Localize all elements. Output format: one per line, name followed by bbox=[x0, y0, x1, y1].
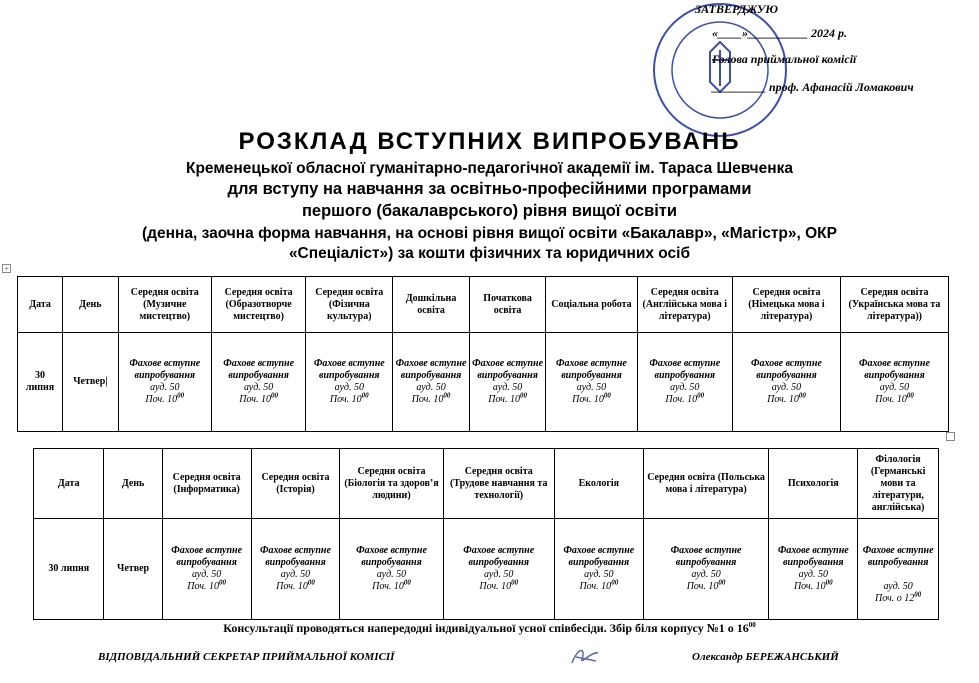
start-label: Поч. о 12 bbox=[875, 593, 915, 604]
header-cell: Середня освіта (Біологія та здоров’я людини) bbox=[340, 449, 443, 519]
exam-label: Фахове вступне випробування bbox=[563, 545, 635, 568]
room-label: ауд. 50 bbox=[492, 382, 523, 393]
page-title: РОЗКЛАД ВСТУПНИХ ВИПРОБУВАНЬ bbox=[238, 128, 741, 155]
exam-cell bbox=[858, 519, 939, 620]
start-label: Поч. 10 bbox=[372, 581, 404, 592]
start-label: Поч. 10 bbox=[875, 394, 907, 405]
table-row bbox=[34, 519, 939, 620]
subtitle-form: (денна, заочна форма навчання, на основі рівня вищої освіти «Бакалавр», «Магістр», ОКР bbox=[142, 225, 837, 242]
header-cell: День bbox=[63, 277, 119, 333]
header-cell: Початкова освіта bbox=[469, 277, 546, 333]
exam-label: Фахове вступне випробування bbox=[313, 358, 385, 381]
header-cell: Середня освіта (Німецька мова і література) bbox=[732, 277, 840, 333]
room-label: ауд. 50 bbox=[334, 382, 364, 393]
time-sup: 00 bbox=[270, 391, 278, 400]
start-label: Поч. 10 bbox=[488, 394, 520, 405]
exam-label: Фахове вступне випробування bbox=[395, 358, 467, 381]
time-sup: 00 bbox=[798, 391, 806, 400]
start-label: Поч. 10 bbox=[411, 394, 444, 405]
exam-label: Фахове вступне випробування bbox=[472, 358, 544, 381]
exam-cell bbox=[469, 333, 546, 432]
exam-label: Фахове вступне випробування bbox=[556, 358, 627, 381]
start-label: Поч. 10 bbox=[239, 394, 271, 405]
room-label: ауд. 50 bbox=[691, 569, 721, 580]
room-label: ауд. 50 bbox=[584, 569, 614, 580]
header-cell: День bbox=[104, 449, 162, 519]
table-resize-handle[interactable] bbox=[946, 432, 955, 441]
day-cell: Четвер bbox=[104, 519, 162, 620]
approval-name: _________ проф. Афанасій Ломакович bbox=[712, 80, 914, 94]
note-text: Консультації проводяться напередодні індивідуальної усної співбесіди. Збір біля корпусу №1 о 16 bbox=[223, 621, 749, 635]
exam-label: Фахове вступне випробування bbox=[223, 358, 295, 381]
start-label: Поч. 10 bbox=[767, 394, 799, 405]
approval-date: «____»__________ 2024 р. bbox=[712, 26, 847, 40]
schedule-table-1 bbox=[17, 276, 949, 432]
signature-icon bbox=[568, 643, 604, 669]
room-label: ауд. 50 bbox=[798, 569, 828, 580]
start-label: Поч. 10 bbox=[572, 394, 604, 405]
date-cell: 30 липня bbox=[18, 333, 63, 432]
room-label: ауд. 50 bbox=[376, 569, 407, 580]
subtitle-academy: Кременецької обласної гуманітарно-педагогічної академії ім. Тараса Шевченка bbox=[185, 160, 793, 177]
start-label: Поч. 10 bbox=[479, 581, 512, 592]
header-cell: Середня освіта (Інформатика) bbox=[162, 449, 251, 519]
exam-cell bbox=[162, 519, 251, 620]
header-cell: Середня освіта (Українська мова та література)) bbox=[840, 277, 948, 333]
room-label: ауд. 50 bbox=[191, 569, 222, 580]
header-cell: Середня освіта (Англійська мова і література) bbox=[637, 277, 732, 333]
room-label: ауд. 50 bbox=[771, 382, 802, 393]
consultation-note bbox=[0, 621, 979, 636]
header-cell: Середня освіта (Історія) bbox=[251, 449, 340, 519]
subtitle-level: першого (бакалаврського) рівня вищої освіти bbox=[301, 202, 678, 220]
room-label: ауд. 50 bbox=[280, 569, 311, 580]
exam-label: Фахове вступне випробування bbox=[356, 545, 427, 568]
time-sup: 00 bbox=[519, 391, 527, 400]
subtitle-funding: «Спеціаліст») за кошти фізичних та юридичних осіб bbox=[288, 245, 691, 262]
time-sup: 00 bbox=[603, 391, 611, 400]
table-header-row bbox=[18, 277, 949, 333]
header-cell: Середня освіта (Образотворче мистецтво) bbox=[211, 277, 305, 333]
approval-title: ЗАТВЕРДЖУЮ bbox=[695, 2, 778, 16]
footer-role: ВІДПОВІДАЛЬНИЙ СЕКРЕТАР ПРИЙМАЛЬНОЇ КОМІСІЇ bbox=[98, 651, 395, 663]
room-label: ауд. 50 bbox=[484, 569, 514, 580]
day-cell: Четвер| bbox=[63, 333, 119, 432]
exam-cell bbox=[251, 519, 340, 620]
schedule-table-2 bbox=[33, 448, 939, 620]
exam-cell bbox=[546, 333, 637, 432]
start-label: Поч. 10 bbox=[579, 581, 612, 592]
header-cell: Філологія (Германські мови та літератури, англійська) bbox=[858, 449, 939, 519]
exam-label: Фахове вступне випробування bbox=[751, 358, 822, 381]
note-time-sup: 00 bbox=[748, 621, 756, 629]
header-cell: Дата bbox=[34, 449, 104, 519]
exam-cell bbox=[306, 333, 393, 432]
exam-cell bbox=[118, 333, 211, 432]
table-row bbox=[18, 333, 949, 432]
exam-cell bbox=[840, 333, 948, 432]
header-cell: Соціальна робота bbox=[546, 277, 637, 333]
exam-cell bbox=[211, 333, 305, 432]
room-label: ауд. 50 bbox=[576, 382, 607, 393]
time-sup: 00 bbox=[611, 578, 619, 587]
room-label: ауд. 50 bbox=[416, 382, 446, 393]
exam-cell bbox=[637, 333, 732, 432]
header-cell: Дата bbox=[18, 277, 63, 333]
room-label: ауд. 50 bbox=[879, 382, 910, 393]
subtitle-programs: для вступу на навчання за освітньо-професійними програмами bbox=[227, 180, 752, 198]
exam-cell bbox=[769, 519, 858, 620]
time-sup: 00 bbox=[914, 590, 922, 599]
exam-label: Фахове вступне випробування bbox=[171, 545, 243, 568]
time-sup: 00 bbox=[403, 578, 411, 587]
header-cell: Середня освіта (Польська мова і література) bbox=[643, 449, 769, 519]
start-label: Поч. 10 bbox=[145, 394, 178, 405]
start-label: Поч. 10 bbox=[686, 581, 719, 592]
exam-label: Фахове вступне випробування bbox=[859, 358, 930, 381]
exam-cell bbox=[732, 333, 840, 432]
start-label: Поч. 10 bbox=[187, 581, 219, 592]
exam-label: Фахове вступне випробування bbox=[862, 545, 934, 568]
room-label: ауд. 50 bbox=[243, 382, 274, 393]
time-sup: 00 bbox=[443, 391, 451, 400]
header-cell: Середня освіта (Фізична культура) bbox=[306, 277, 393, 333]
time-sup: 00 bbox=[906, 391, 914, 400]
exam-cell bbox=[393, 333, 470, 432]
table-header-row bbox=[34, 449, 939, 519]
date-cell: 30 липня bbox=[34, 519, 104, 620]
table-move-handle-icon[interactable]: + bbox=[2, 264, 11, 273]
start-label: Поч. 10 bbox=[793, 581, 826, 592]
exam-cell bbox=[643, 519, 769, 620]
exam-label: Фахове вступне випробування bbox=[777, 545, 849, 568]
exam-cell bbox=[443, 519, 554, 620]
room-label: ауд. 50 bbox=[150, 382, 180, 393]
exam-label: Фахове вступне випробування bbox=[649, 358, 721, 381]
time-sup: 00 bbox=[307, 578, 315, 587]
header-cell: Середня освіта (Музичне мистецтво) bbox=[118, 277, 211, 333]
time-sup: 00 bbox=[218, 578, 226, 587]
header-cell: Дошкільна освіта bbox=[393, 277, 470, 333]
header-cell: Екологія bbox=[554, 449, 643, 519]
exam-cell bbox=[554, 519, 643, 620]
footer-name: Олександр БЕРЕЖАНСЬКИЙ bbox=[692, 651, 839, 663]
exam-label: Фахове вступне випробування bbox=[463, 545, 535, 568]
exam-label: Фахове вступне випробування bbox=[670, 545, 742, 568]
exam-label: Фахове вступне випробування bbox=[129, 358, 201, 381]
start-label: Поч. 10 bbox=[276, 581, 308, 592]
approval-role: Голова приймальної комісії bbox=[712, 52, 857, 66]
header-cell: Психологія bbox=[769, 449, 858, 519]
time-sup: 00 bbox=[177, 391, 185, 400]
start-label: Поч. 10 bbox=[665, 394, 698, 405]
room-label: ауд. 50 bbox=[883, 581, 913, 592]
official-seal bbox=[650, 0, 790, 140]
start-label: Поч. 10 bbox=[329, 394, 362, 405]
time-sup: 00 bbox=[697, 391, 705, 400]
header-cell: Середня освіта (Трудове навчання та технології) bbox=[443, 449, 554, 519]
exam-label: Фахове вступне випробування bbox=[260, 545, 331, 568]
time-sup: 00 bbox=[511, 578, 519, 587]
room-label: ауд. 50 bbox=[670, 382, 700, 393]
time-sup: 00 bbox=[825, 578, 833, 587]
time-sup: 00 bbox=[361, 391, 369, 400]
exam-cell bbox=[340, 519, 443, 620]
time-sup: 00 bbox=[718, 578, 726, 587]
